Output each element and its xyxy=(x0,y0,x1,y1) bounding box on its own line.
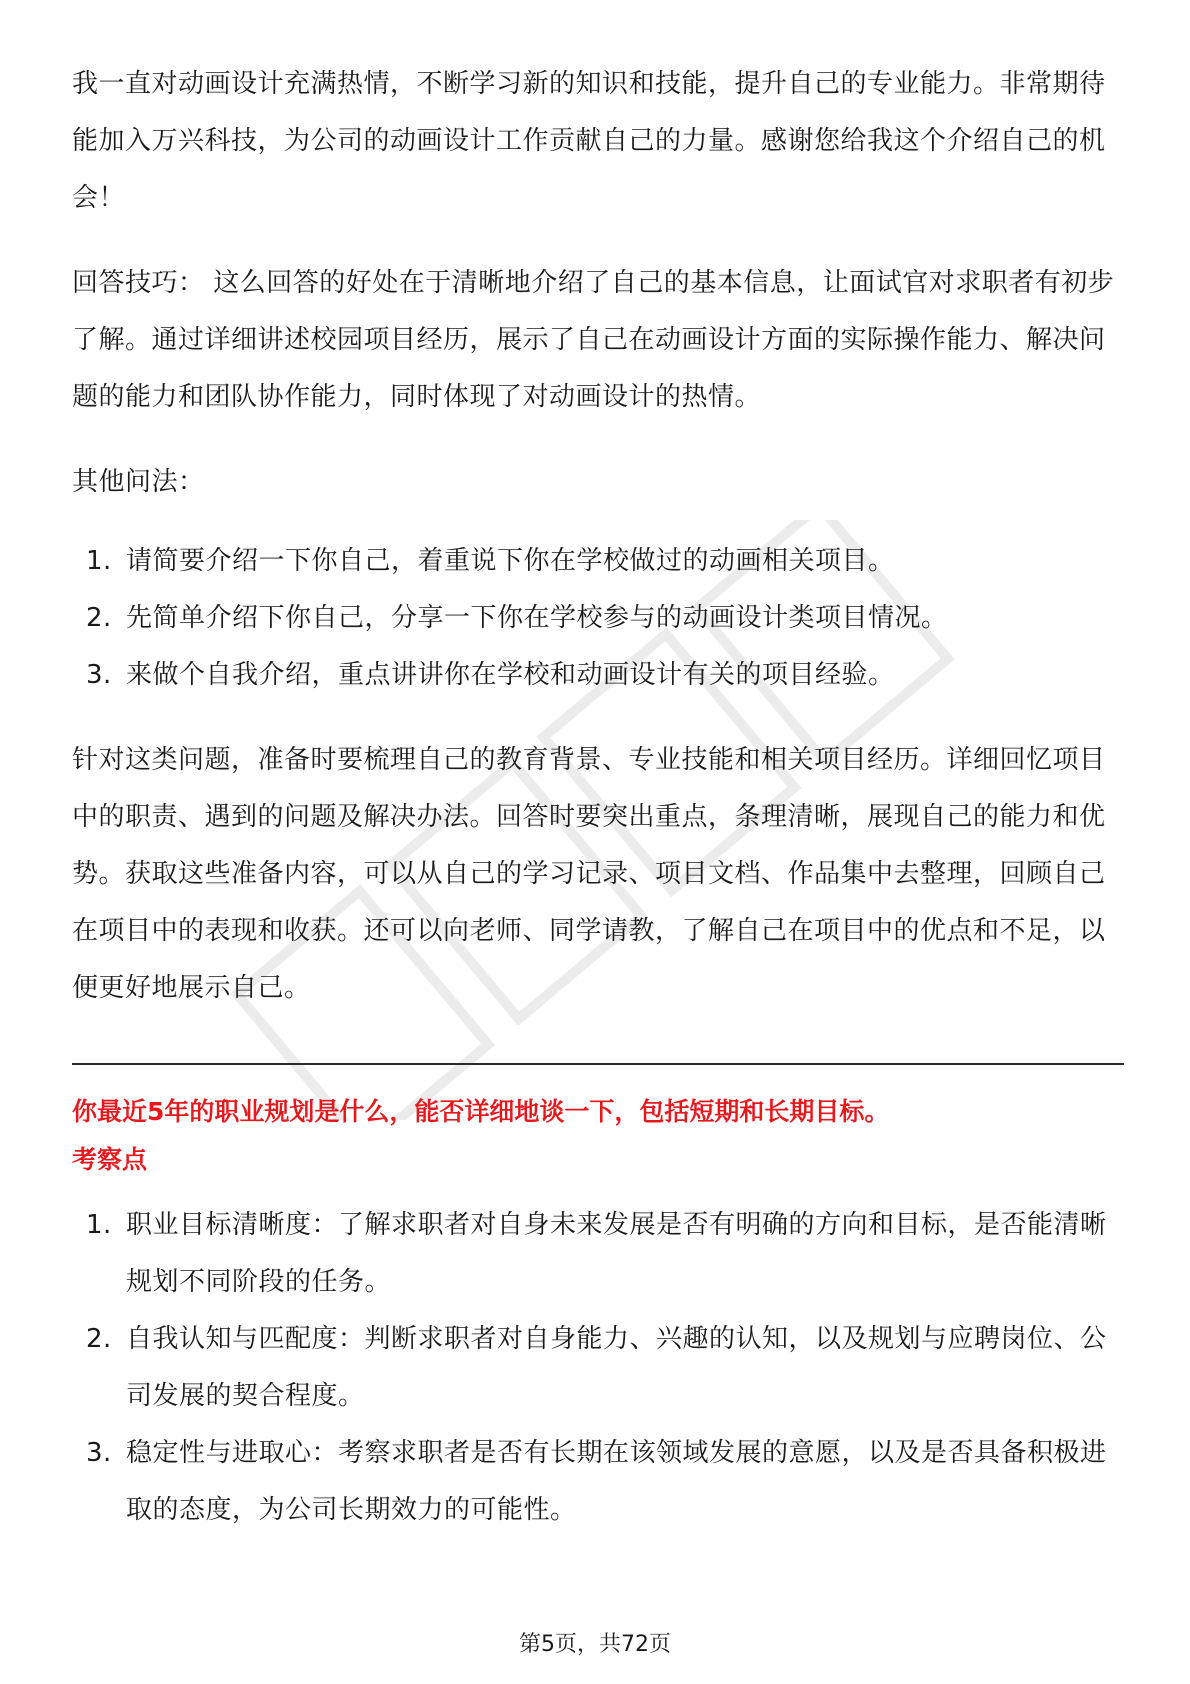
list-item-text: 先简单介绍下你自己，分享一下你在学校参与的动画设计类项目情况。 xyxy=(126,603,948,633)
question-title: 你最近5年的职业规划是什么，能否详细地谈一下，包括短期和长期目标。 xyxy=(72,1097,890,1126)
list-item-text: 职业目标清晰度：了解求职者对自身未来发展是否有明确的方向和目标，是否能清晰规划不同阶段的任务。 xyxy=(126,1210,1107,1297)
list-item-number: 3. xyxy=(86,1438,112,1468)
list-item xyxy=(72,1197,1118,1311)
answer-tips-paragraph: 回答技巧： 这么回答的好处在于清晰地介绍了自己的基本信息，让面试官对求职者有初步了解。通过详细讲述校园项目经历，展示了自己在动画设计方面的实际操作能力、解决问题的能力和团队协作能力，同时体现了对动画设计的热情。 xyxy=(72,268,1115,412)
list-item xyxy=(72,533,1118,590)
list-item-number: 2. xyxy=(86,1324,112,1354)
list-item-text: 稳定性与进取心：考察求职者是否有长期在该领域发展的意愿，以及是否具备积极进取的态度，为公司长期效力的可能性。 xyxy=(126,1438,1107,1525)
other-questions-heading: 其他问法： xyxy=(72,467,205,497)
list-item-number: 1. xyxy=(86,546,112,576)
list-item xyxy=(72,647,1118,704)
preparation-advice-paragraph: 针对这类问题，准备时要梳理自己的教育背景、专业技能和相关项目经历。详细回忆项目中的职责、遇到的问题及解决办法。回答时要突出重点，条理清晰，展现自己的能力和优势。获取这些准备内容，可以从自己的学习记录、项目文档、作品集中去整理，回顾自己在项目中的表现和收获。还可以向老师、同学请教，了解自己在项目中的优点和不足，以便更好地展示自己。 xyxy=(72,745,1106,1003)
list-item xyxy=(72,1311,1118,1425)
list-item xyxy=(72,590,1118,647)
list-item-text: 自我认知与匹配度：判断求职者对自身能力、兴趣的认知，以及规划与应聘岗位、公司发展的契合程度。 xyxy=(126,1324,1107,1411)
assessment-points-list xyxy=(72,1197,1118,1539)
other-questions-list xyxy=(72,533,1118,704)
intro-closing-paragraph: 我一直对动画设计充满热情，不断学习新的知识和技能，提升自己的专业能力。非常期待能加入万兴科技，为公司的动画设计工作贡献自己的力量。感谢您给我这个介绍自己的机会！ xyxy=(72,69,1106,213)
list-item-number: 2. xyxy=(86,603,112,633)
list-item-text: 请简要介绍一下你自己，着重说下你在学校做过的动画相关项目。 xyxy=(126,546,895,576)
list-item xyxy=(72,1425,1118,1539)
list-item-text: 来做个自我介绍，重点讲讲你在学校和动画设计有关的项目经验。 xyxy=(126,660,895,690)
section-divider xyxy=(72,1063,1124,1065)
assessment-points-heading: 考察点 xyxy=(72,1145,148,1174)
list-item-number: 1. xyxy=(86,1210,112,1240)
list-item-number: 3. xyxy=(86,660,112,690)
page-indicator: 第5页，共72页 xyxy=(519,1632,671,1657)
